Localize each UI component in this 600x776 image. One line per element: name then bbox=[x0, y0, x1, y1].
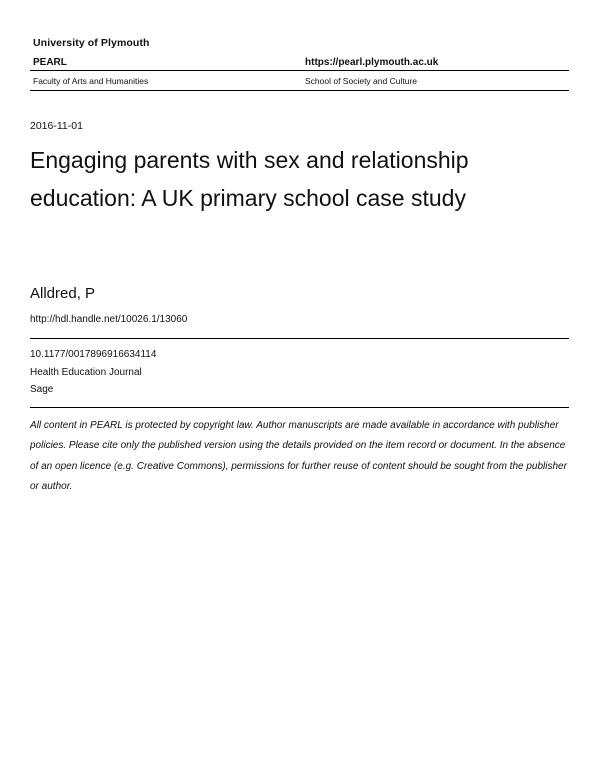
metadata-divider bbox=[30, 338, 569, 339]
subheader-divider bbox=[30, 90, 569, 91]
document-title: Engaging parents with sex and relationship education: A UK primary school case study bbox=[30, 147, 469, 211]
handle-link[interactable]: http://hdl.handle.net/10026.1/13060 bbox=[30, 314, 188, 325]
notice-divider bbox=[30, 407, 569, 408]
copyright-notice: All content in PEARL is protected by copyright law. Author manuscripts are made available in accordance with publisher policies. Please cite only the published version using the details provided on the item record or document. In the absence of an open licence (e.g. Creative Commons), permissions for further reuse of content should be sought from the publisher or author. bbox=[30, 420, 567, 492]
school-name: School of Society and Culture bbox=[305, 76, 417, 86]
doi: 10.1177/0017896916634114 bbox=[30, 349, 157, 360]
university-name: University of Plymouth bbox=[33, 37, 150, 49]
faculty-name: Faculty of Arts and Humanities bbox=[33, 76, 149, 86]
journal-name: Health Education Journal bbox=[30, 367, 142, 378]
repository-name: PEARL bbox=[33, 57, 67, 68]
header-divider bbox=[30, 70, 569, 71]
repository-url: https://pearl.plymouth.ac.uk bbox=[305, 57, 439, 68]
publication-date: 2016-11-01 bbox=[30, 120, 83, 132]
publisher-name: Sage bbox=[30, 384, 54, 395]
author-name: Alldred, P bbox=[30, 285, 96, 302]
